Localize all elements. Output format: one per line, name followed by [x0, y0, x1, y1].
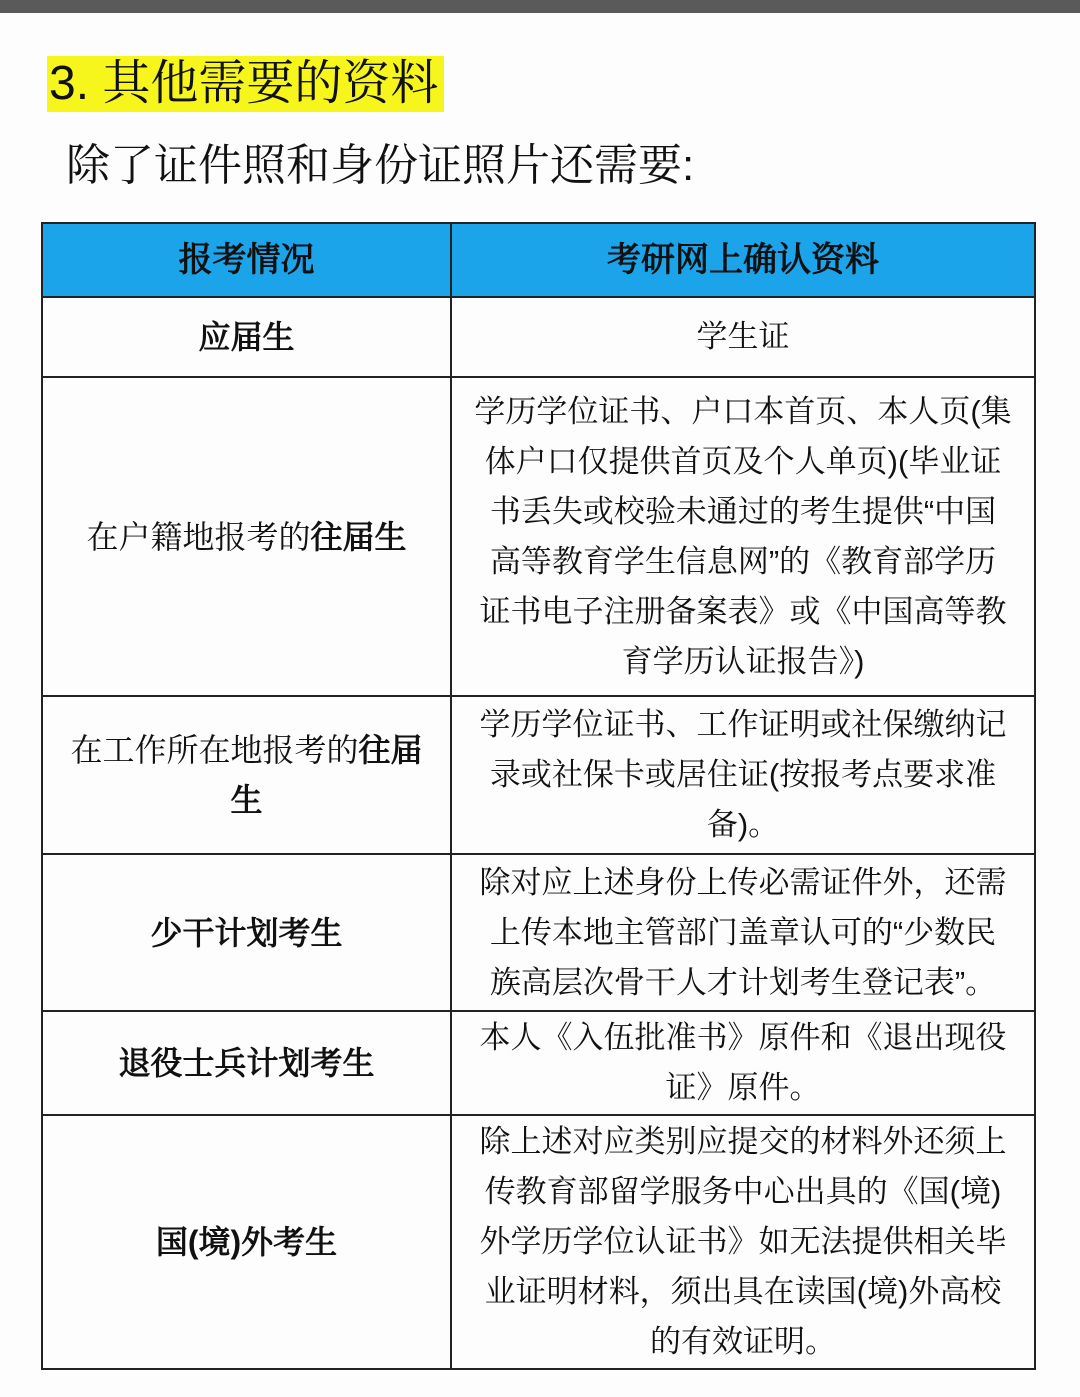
table-row	[42, 297, 1035, 377]
table-row	[42, 696, 1035, 854]
table-row	[42, 854, 1035, 1011]
table-row	[42, 377, 1035, 696]
situation-cell	[42, 1115, 451, 1369]
situation-bold: 往届 生	[230, 732, 423, 818]
header-materials: 考研网上确认资料	[451, 223, 1035, 297]
situation-cell	[42, 854, 451, 1011]
situation-cell	[42, 1011, 451, 1115]
table-row	[42, 1115, 1035, 1369]
header-situation: 报考情况	[42, 223, 451, 297]
table-row	[42, 1011, 1035, 1115]
situation-cell	[42, 696, 451, 854]
material-cell: 除上述对应类别应提交的材料外还须上 传教育部留学服务中心出具的《国(境) 外学历学位认证书》如无法提供相关毕 业证明材料，须出具在读国(境)外高校 的有效证明。	[451, 1115, 1035, 1369]
situation-bold: 少干计划考生	[150, 914, 343, 951]
situation-bold: 退役士兵计划考生	[118, 1045, 375, 1081]
material-cell: 学历学位证书、工作证明或社保缴纳记 录或社保卡或居住证(按报考点要求准 备)。	[451, 696, 1035, 854]
situation-text: 在户籍地报考的	[86, 518, 311, 555]
subtitle: 除了证件照和身份证照片还需要:	[66, 141, 695, 190]
section-title: 3. 其他需要的资料	[47, 56, 444, 112]
material-cell: 学生证	[451, 297, 1035, 377]
material-cell: 学历学位证书、户口本首页、本人页(集 体户口仅提供首页及个人单页)(毕业证 书丢失或校验未通过的考生提供“中国 高等教育学生信息网”的《教育部学历 证书电子注册备案表》或《中国高等教 育学历认证报告》)	[451, 377, 1035, 696]
material-cell: 本人《入伍批准书》原件和《退出现役 证》原件。	[451, 1011, 1035, 1115]
table-header-row	[42, 223, 1035, 297]
situation-cell	[42, 377, 451, 696]
situation-bold: 往届生	[310, 518, 407, 555]
top-bar	[0, 0, 1080, 13]
situation-cell	[42, 297, 451, 377]
situation-text: 在工作所在地报考的	[70, 732, 359, 768]
materials-table	[41, 222, 1036, 1370]
situation-bold: 国(境)外考生	[155, 1224, 338, 1260]
situation-bold: 应届生	[198, 319, 295, 355]
material-cell: 除对应上述身份上传必需证件外，还需 上传本地主管部门盖章认可的“少数民 族高层次骨干人才计划考生登记表”。	[451, 854, 1035, 1011]
